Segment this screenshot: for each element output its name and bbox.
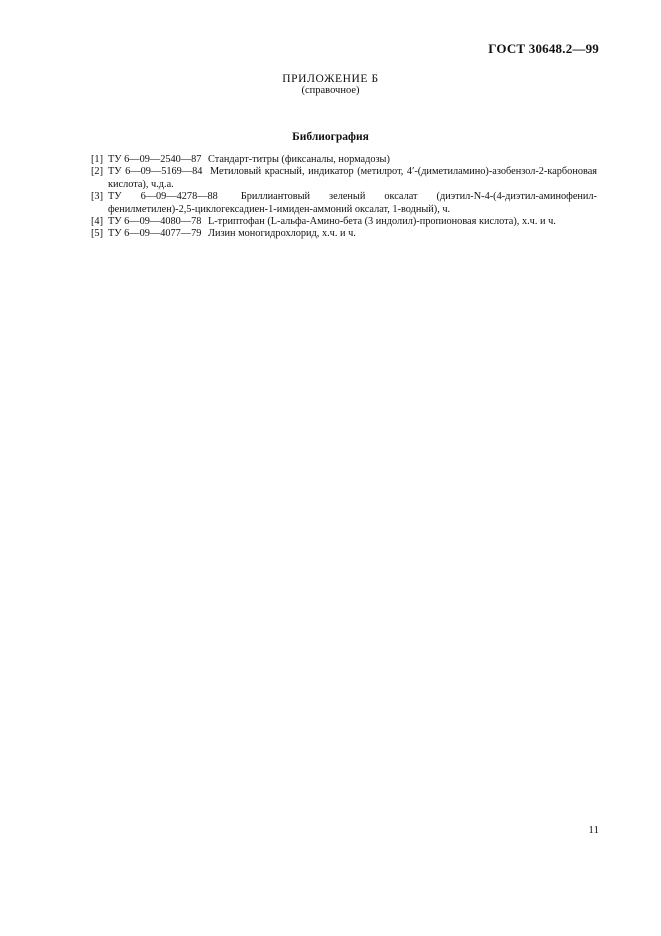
entry-number: [4] [91,216,104,228]
entry-number: [5] [91,228,104,240]
bibliography-list [91,154,597,241]
entry-text: L-триптофан (L-альфа-Амино-бета (3 индолил)-пропионовая кислота), х.ч. и ч. [207,216,556,228]
entry-number: [2] [91,166,104,178]
bibliography-entry [91,216,597,228]
appendix-title: ПРИЛОЖЕНИЕ Б [282,73,379,85]
bibliography-entry [91,154,597,166]
entry-code: ТУ 6—09—4278—88 [108,191,218,203]
entry-text: Метиловый красный, индикатор (метилрот, 4′-(диметиламино)-азобензол-2-карбоновая кислота), ч.д.а. [108,166,598,190]
entry-code: ТУ 6—09—4080—78 [108,216,202,228]
entry-text: Бриллиантовый зеленый оксалат (диэтил-N-4-(4-диэтил-аминофенил-фенилметилен)-2,5-циклогексадиен-1-имиден-аммоний оксалат, 1-водный), ч. [108,191,597,215]
bibliography-entry [91,191,597,216]
entry-number: [3] [91,191,104,203]
bibliography-entry [91,228,597,240]
entry-code: ТУ 6—09—2540—87 [108,154,202,165]
appendix-subtitle: (справочное) [301,85,360,96]
entry-text: Стандарт-титры (фиксаналы, нормадозы) [207,154,390,165]
entry-code: ТУ 6—09—5169—84 [108,166,203,178]
standard-code: ГОСТ 30648.2—99 [488,41,599,56]
entry-text: Лизин моногидрохлорид, х.ч. и ч. [207,228,356,240]
bibliography-heading: Библиография [292,131,369,143]
entry-number: [1] [91,154,104,165]
page-number: 11 [588,824,599,836]
entry-code: ТУ 6—09—4077—79 [108,228,202,240]
bibliography-entry [91,166,597,191]
